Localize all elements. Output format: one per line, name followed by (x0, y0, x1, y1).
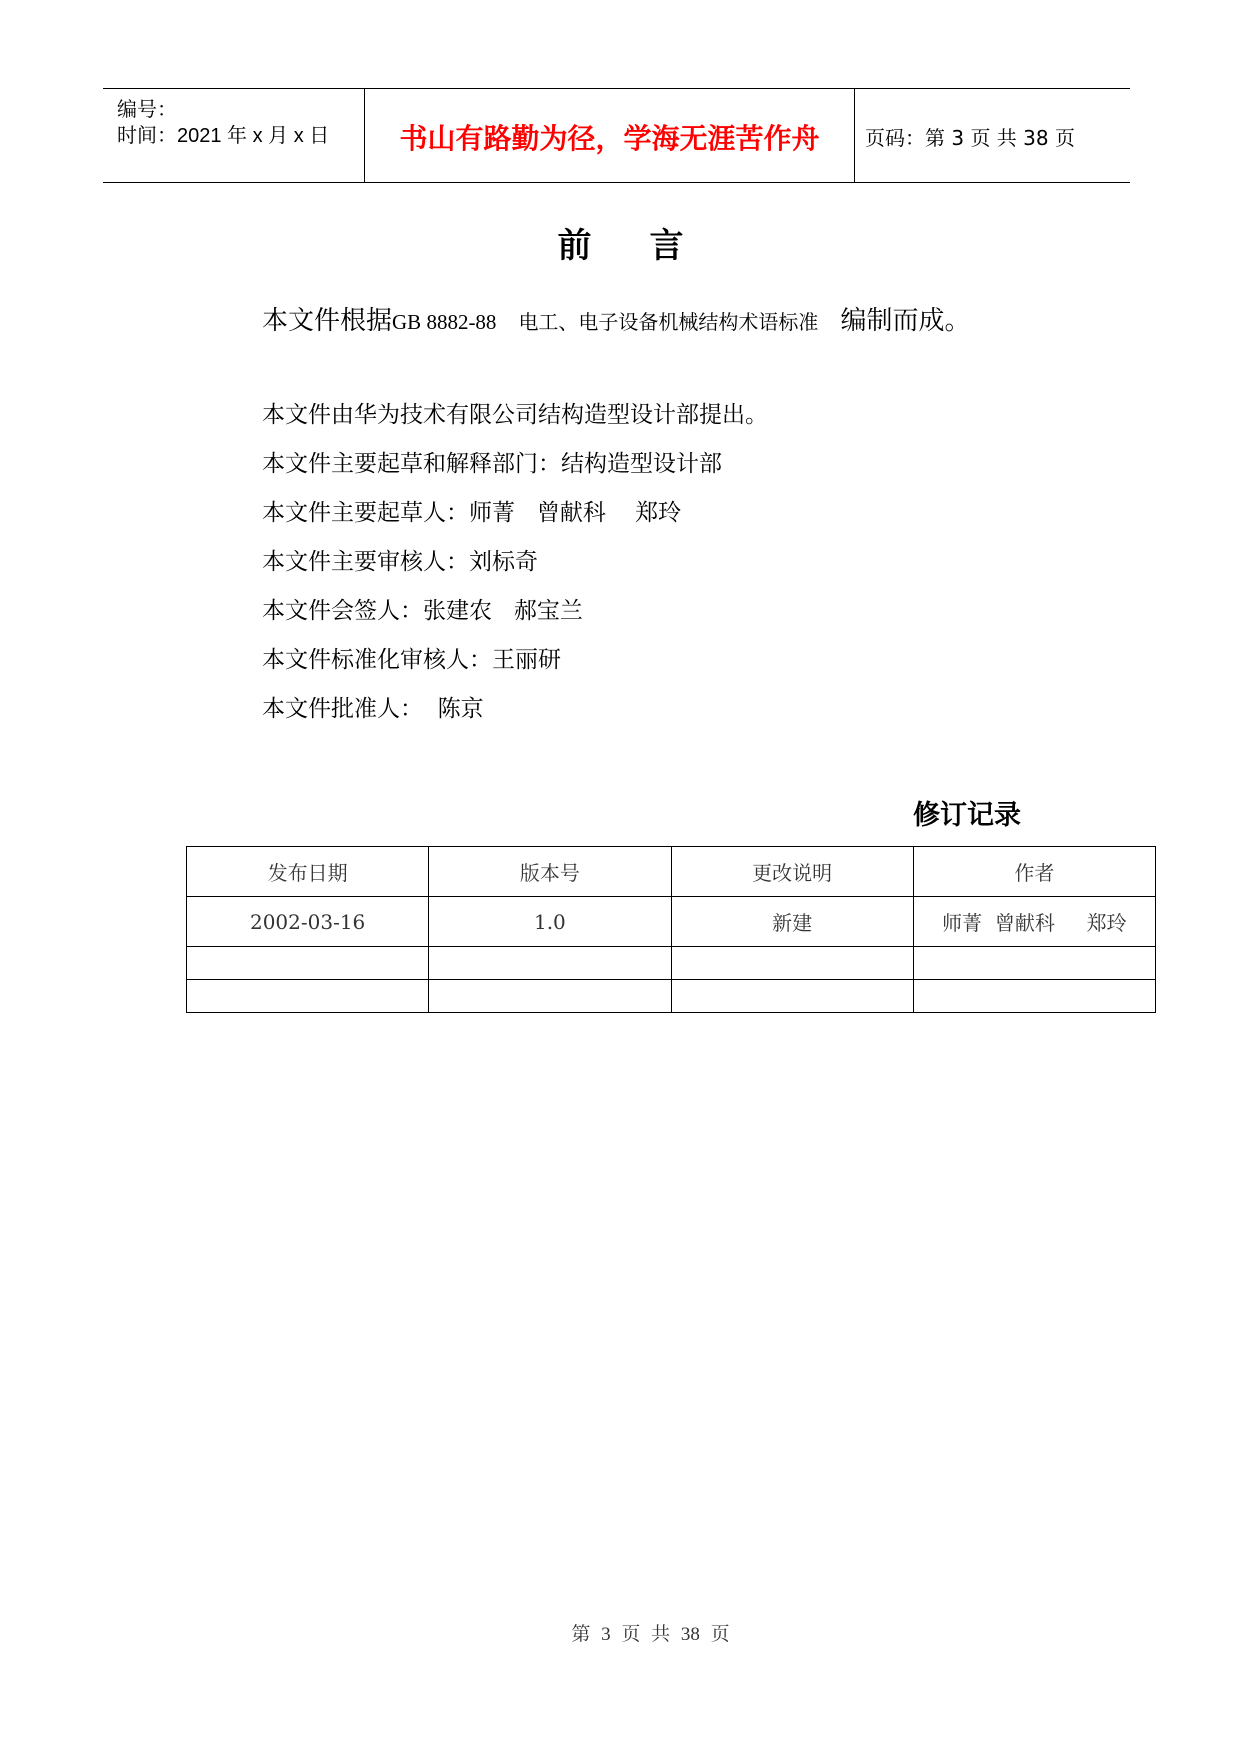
table-row (187, 947, 1156, 980)
preface-line: 本文件会签人：张建农 郝宝兰 (262, 598, 583, 624)
standard-code: GB 8882-88 (392, 310, 497, 334)
column-header: 作者 (913, 847, 1155, 897)
table-cell (429, 947, 671, 980)
table-row (187, 980, 1156, 1013)
header-page-cell (855, 89, 1130, 182)
revision-table (186, 846, 1156, 1013)
page-header (103, 88, 1130, 183)
header-motto: 书山有路勤为径，学海无涯苦作舟 (399, 122, 820, 155)
table-row (187, 897, 1156, 947)
header-info-cell (103, 89, 365, 182)
table-cell (913, 980, 1155, 1013)
standard-basis-line (262, 300, 970, 337)
document-time: 时间：2021 年 x 月 x 日 (117, 125, 330, 147)
page-footer: 第 3 页 共 38 页 (571, 1624, 730, 1645)
column-header: 更改说明 (671, 847, 913, 897)
preface-line: 本文件由华为技术有限公司结构造型设计部提出。 (262, 402, 768, 428)
table-cell (671, 980, 913, 1013)
basis-prefix: 本文件根据 (262, 306, 393, 336)
preface-line: 本文件批准人： 陈京 (262, 696, 484, 722)
preface-line: 本文件主要起草人：师菁 曾献科 郑玲 (262, 500, 682, 526)
table-cell (187, 947, 429, 980)
table-cell (671, 947, 913, 980)
header-motto-cell (365, 89, 855, 182)
table-cell: 新建 (671, 897, 913, 947)
page-title: 前言 (557, 226, 742, 266)
table-cell: 1.0 (429, 897, 671, 947)
table-cell (913, 947, 1155, 980)
preface-line: 本文件主要起草和解释部门：结构造型设计部 (262, 451, 722, 477)
column-header: 版本号 (429, 847, 671, 897)
table-header-row (187, 847, 1156, 897)
revision-title: 修订记录 (913, 800, 1021, 831)
preface-line: 本文件标准化审核人：王丽研 (262, 647, 561, 673)
column-header: 发布日期 (187, 847, 429, 897)
standard-name: 电工、电子设备机械结构术语标准 (518, 312, 819, 334)
document-number: 编号： (117, 99, 177, 121)
table-cell: 2002-03-16 (187, 897, 429, 947)
preface-line: 本文件主要审核人：刘标奇 (262, 549, 538, 575)
basis-suffix: 编制而成。 (840, 306, 971, 336)
preface-lines (262, 400, 768, 743)
table-cell: 师菁 曾献科 郑玲 (913, 897, 1155, 947)
table-cell (429, 980, 671, 1013)
table-cell (187, 980, 429, 1013)
header-page-number: 页码：第 3 页 共 38 页 (865, 126, 1075, 150)
